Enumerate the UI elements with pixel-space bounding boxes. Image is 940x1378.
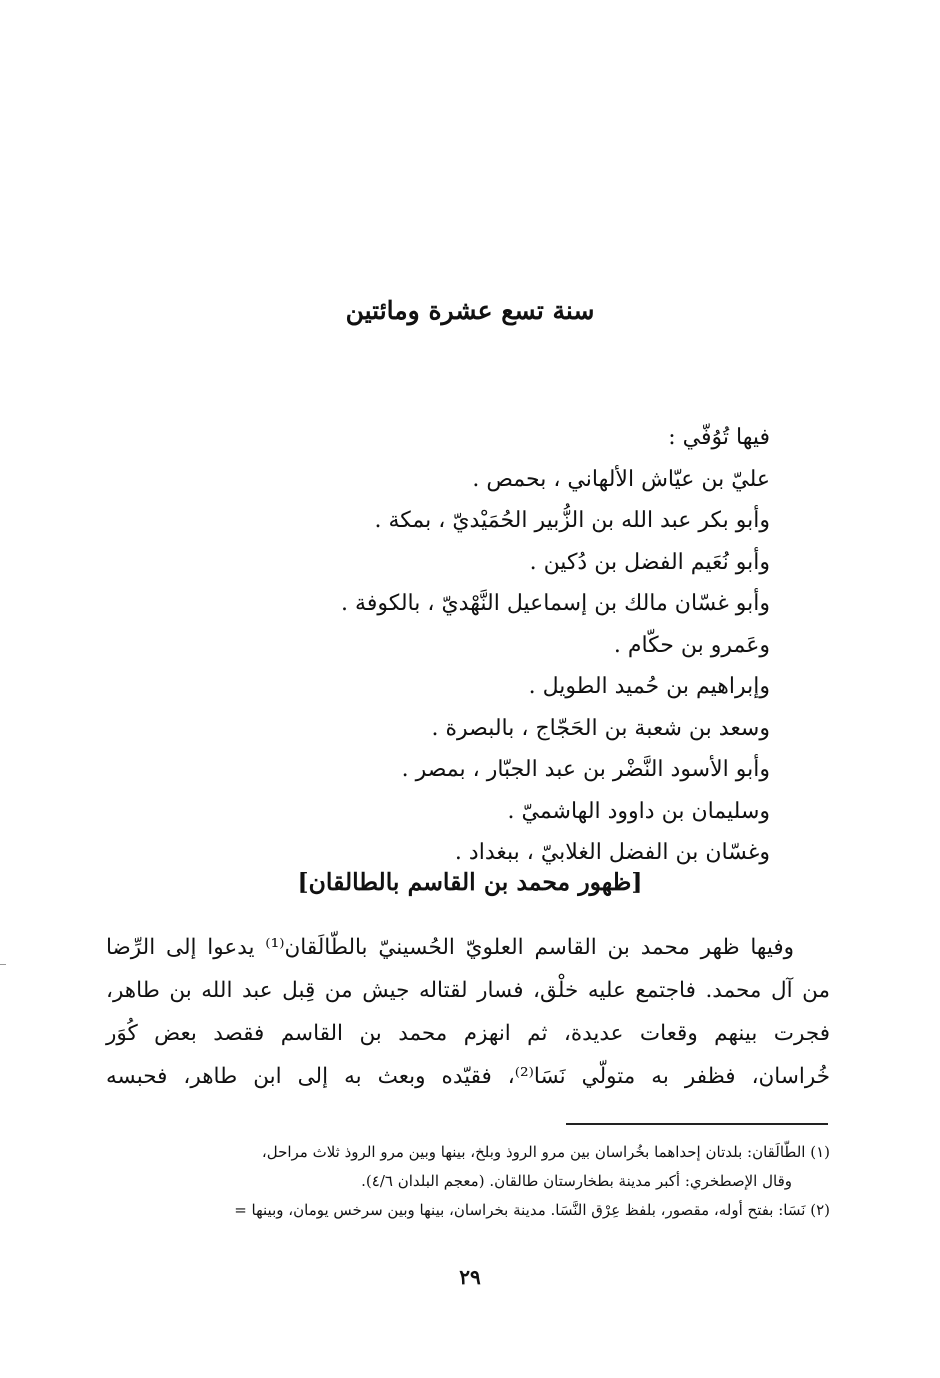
footnote-text: نَسَا: بفتح أوله، مقصور، بلفظ عِرْق النَّسَا. مدينة بخراسان، بينها وبين سرخس يومان، وبينها = <box>234 1201 806 1219</box>
section-heading: [ظهور محمد بن القاسم بالطالقان] <box>297 868 643 896</box>
scan-edge-mark <box>0 964 6 965</box>
death-entry: عليّ بن عيّاش الألهاني ، بحمص . <box>472 466 770 492</box>
death-entry: وأبو نُعَيم الفضل بن دُكين . <box>529 549 770 575</box>
deaths-list <box>170 417 770 874</box>
footnote-number: (٢) <box>810 1201 830 1219</box>
footnote-divider <box>566 1123 828 1125</box>
death-entry: وعَمرو بن حكّام . <box>613 632 770 658</box>
footnotes <box>104 1138 830 1225</box>
death-entry: وإبراهيم بن حُميد الطويل . <box>528 674 770 699</box>
paragraph-line: من آل محمد. فاجتمع عليه خلْق، فسار لقتاله جيش من قِبل عبد الله بن طاهر، <box>106 978 830 1003</box>
death-entry: وغسّان بن الفضل الغلابيّ ، ببغداد . <box>454 840 770 865</box>
footnote-2 <box>104 1196 830 1225</box>
death-entry: وسعد بن شعبة بن الحَجّاج ، بالبصرة . <box>431 715 770 741</box>
paragraph-line: خُراسان، فظفر به متولّي نَسَا⁽²⁾، فقيّده وبعث به إلى ابن طاهر، فحبسه <box>106 1064 830 1089</box>
footnote-number: (١) <box>810 1143 830 1161</box>
paragraph-line: فجرت بينهم وقعات عديدة، ثم انهزم محمد بن القاسم فقصد بعض كُوَر <box>106 1021 830 1046</box>
page-number: ٢٩ <box>459 1265 481 1289</box>
death-entry: وأبو الأسود النَّضْر بن عبد الجبّار ، بمصر . <box>401 757 770 782</box>
death-entry: وسليمان بن داوود الهاشميّ . <box>507 798 770 824</box>
footnote-1 <box>104 1138 830 1167</box>
footnote-text: الطّالَقان: بلدتان إحداهما بخُراسان بين مرو الروذ وبلخ، بينها وبين مرو الروذ ثلاث مراحل، <box>261 1143 806 1161</box>
deaths-intro: فيها تُوُفّي : <box>668 425 770 450</box>
paragraph-line: وفيها ظهر محمد بن القاسم العلويّ الحُسينيّ بالطّالَقان⁽¹⁾ يدعوا إلى الرِّضا <box>106 935 794 960</box>
death-entry: وأبو بكر عبد الله بن الزُّبير الحُمَيْديّ ، بمكة . <box>374 508 770 533</box>
death-entry: وأبو غسّان مالك بن إسماعيل النَّهْديّ ، بالكوفة . <box>341 591 770 616</box>
body-paragraph <box>106 926 830 1098</box>
page-title: سنة تسع عشرة ومائتين <box>345 296 595 325</box>
footnote-1-continuation: وقال الإصطخري: أكبر مدينة بطخارستان طالقان. (معجم البلدان ٤/٦). <box>361 1172 792 1190</box>
